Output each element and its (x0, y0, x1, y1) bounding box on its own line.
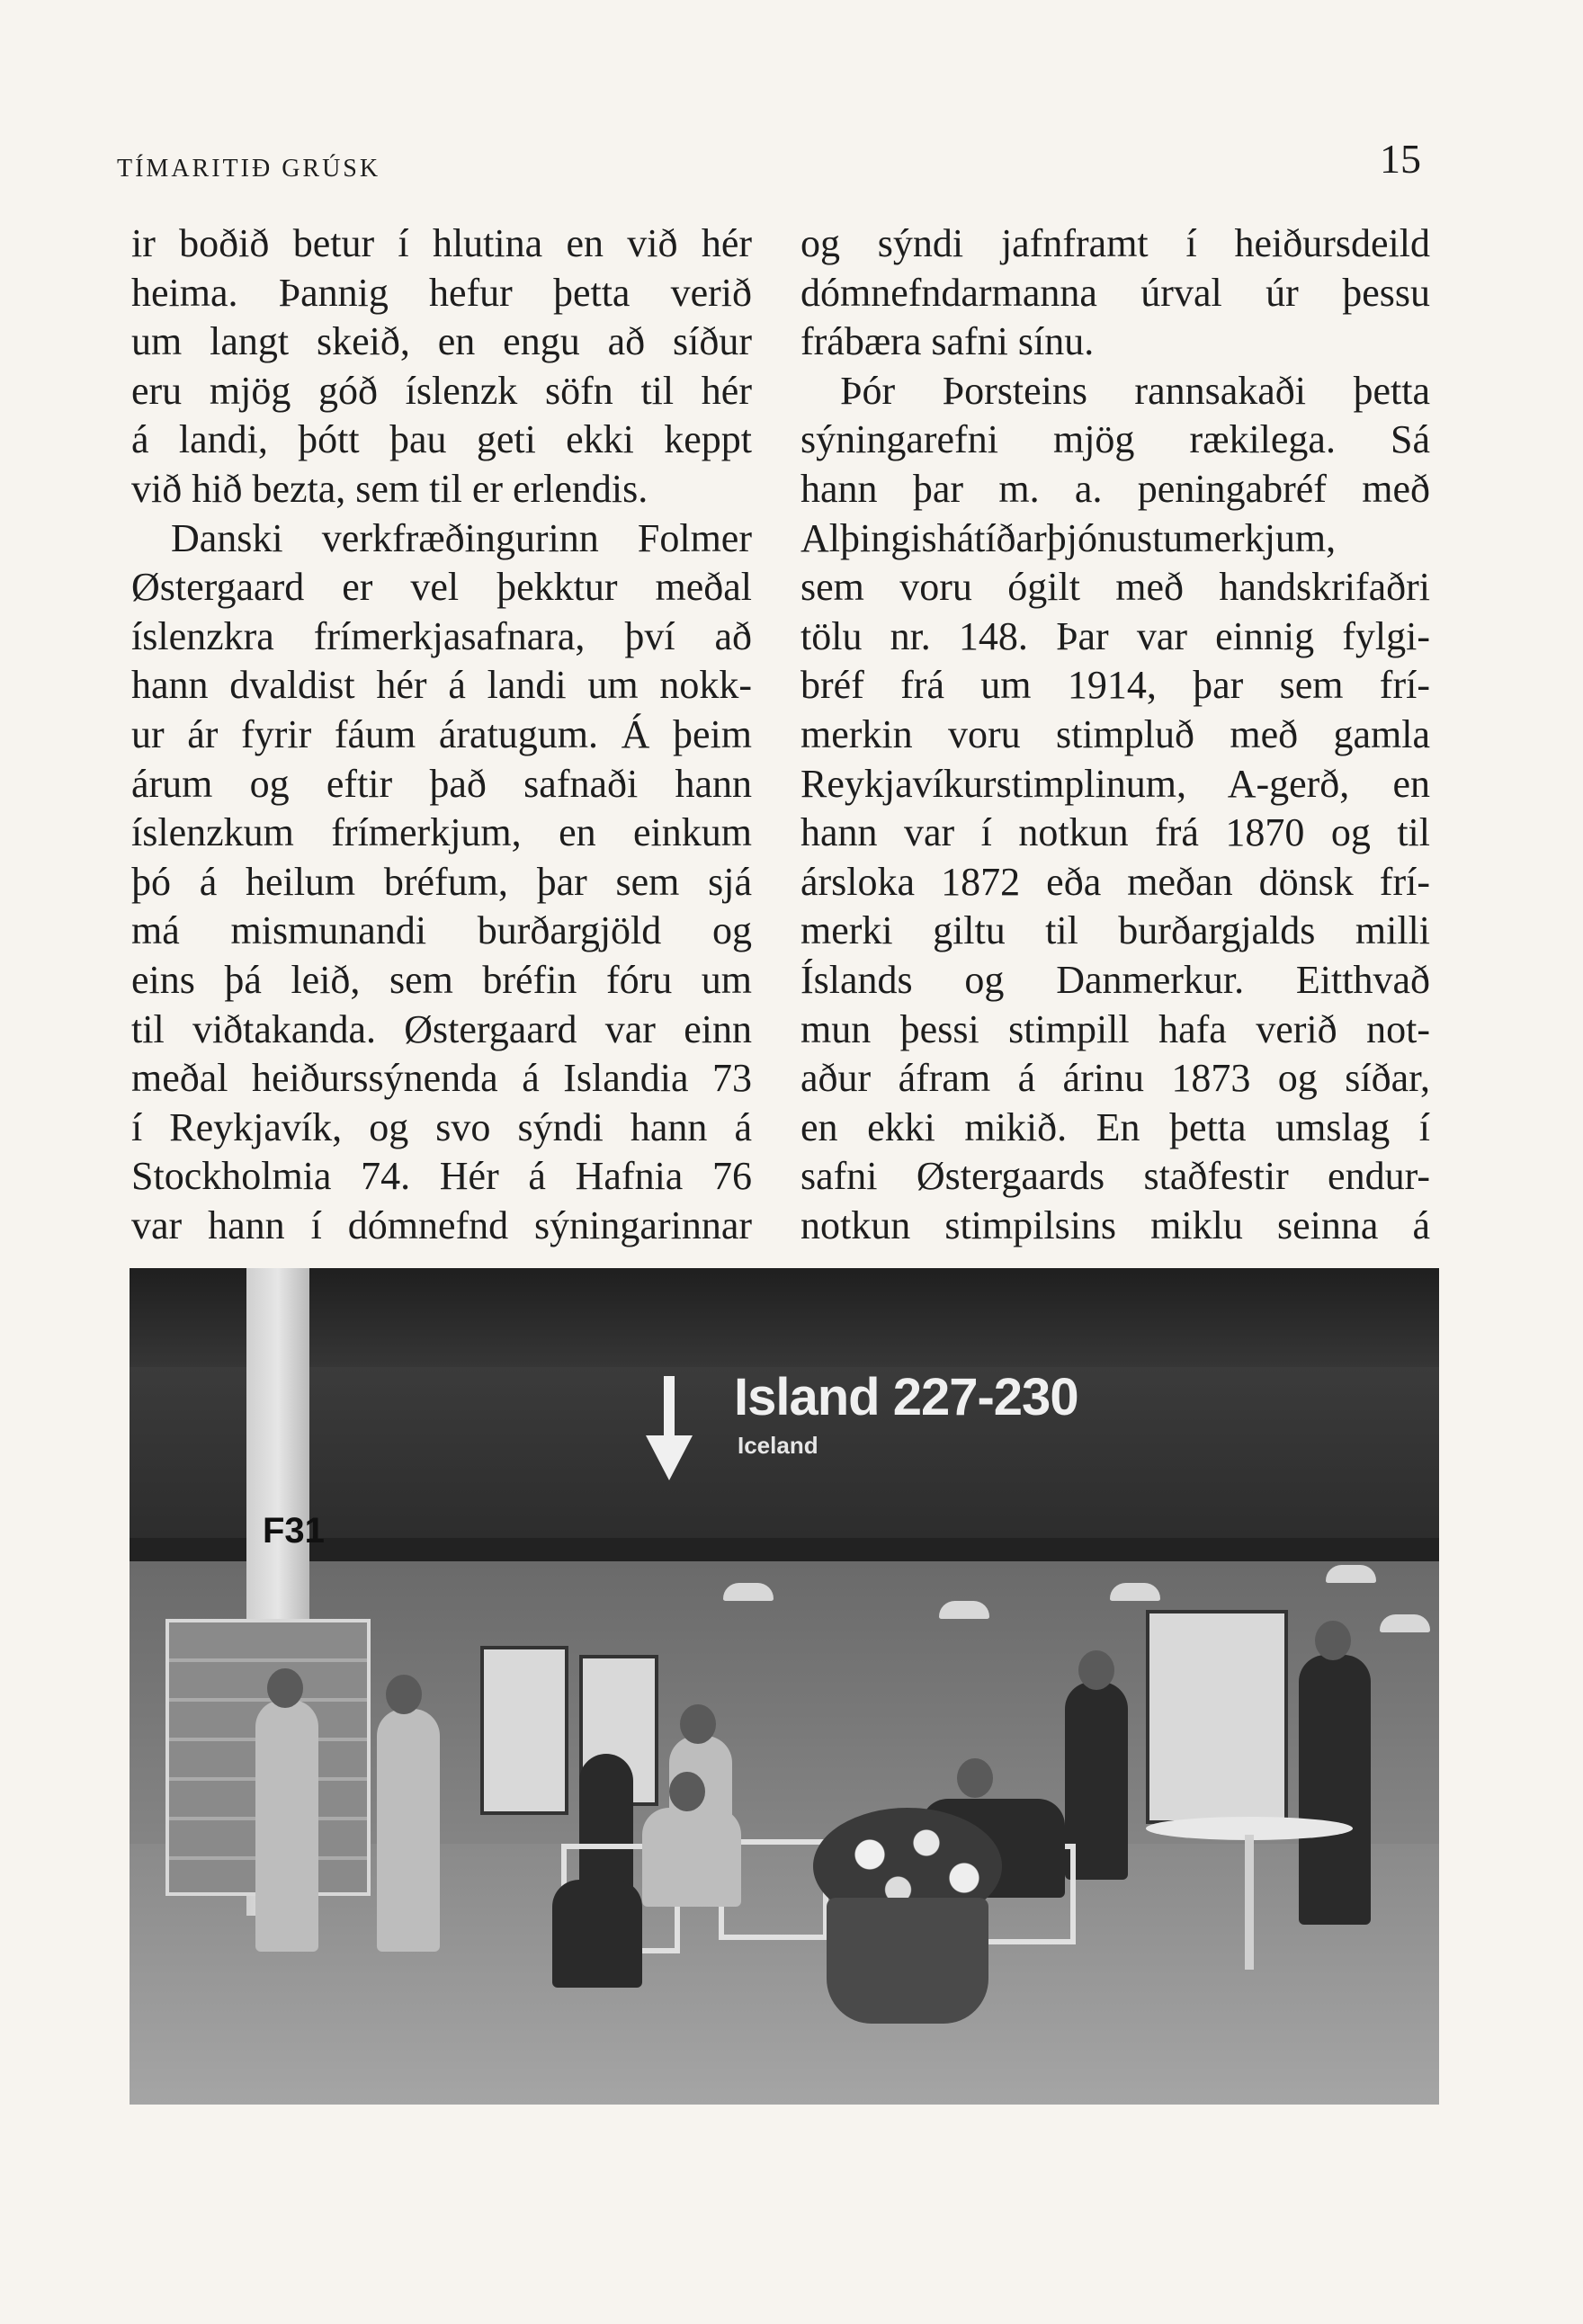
ceiling-lamp (1326, 1565, 1376, 1583)
visitor-head (267, 1668, 303, 1708)
text-line: ársloka 1872 eða meðan dönsk frí- (800, 859, 1430, 904)
visitor-figure (1299, 1655, 1371, 1925)
text-line: um langt skeið, en engu að síður (131, 319, 752, 364)
stand-sign-subtitle: Iceland (738, 1432, 818, 1459)
text-line: merkin voru stimpluð með gamla (800, 711, 1430, 756)
text-line: Danski verkfræðingurinn Folmer (171, 515, 752, 560)
text-line: árum og eftir það safnaði hann (131, 761, 752, 806)
text-line: ur ár fyrir fáum áratugum. Á þeim (131, 711, 752, 756)
text-line: heima. Þannig hefur þetta verið (131, 270, 752, 315)
text-line: hann dvaldist hér á landi um nokk- (131, 663, 752, 708)
ceiling-lamp (723, 1583, 774, 1601)
text-line: í Reykjavík, og svo sýndi hann á (131, 1104, 752, 1149)
text-line: Íslands og Danmerkur. Eitthvað (800, 957, 1430, 1002)
running-head: TÍMARITIÐ GRÚSK (117, 155, 381, 183)
text-line: Stockholmia 74. Hér á Hafnia 76 (131, 1154, 752, 1199)
stand-sign-title: Island 227-230 (734, 1368, 1078, 1426)
text-line: bréf frá um 1914, þar sem frí- (800, 663, 1430, 708)
visitor-head (957, 1758, 993, 1798)
text-line: Østergaard er vel þekktur meðal (131, 565, 752, 610)
text-line: aður áfram á árinu 1873 og síðar, (800, 1056, 1430, 1101)
text-line: sýningarefni mjög rækilega. Sá (800, 417, 1430, 462)
visitor-head (1078, 1650, 1114, 1690)
text-line: á landi, þótt þau geti ekki keppt (131, 417, 752, 462)
text-line: sem voru ógilt með handskrifaðri (800, 565, 1430, 610)
visitor-head (386, 1675, 422, 1714)
seated-visitor (642, 1808, 741, 1907)
text-line: merki giltu til burðargjalds milli (800, 908, 1430, 953)
text-line: hann þar m. a. peningabréf með (800, 466, 1430, 511)
visitor-head (669, 1772, 705, 1811)
text-line: mun þessi stimpill hafa verið not- (800, 1006, 1430, 1051)
visitor-head (680, 1704, 716, 1744)
stand-number-label: F31 (263, 1511, 325, 1551)
text-column-left (131, 219, 752, 1250)
text-line: Þór Þorsteins rannsakaði þetta (840, 368, 1430, 413)
visitor-figure (255, 1700, 318, 1952)
text-line: Reykjavíkurstimplinum, A-gerð, en (800, 761, 1430, 806)
text-line: þó á heilum bréfum, þar sem sjá (131, 859, 752, 904)
down-arrow-icon (642, 1376, 696, 1484)
page-number: 15 (1380, 136, 1421, 182)
text-line: íslenzkum frímerkjum, en einkum (131, 810, 752, 855)
text-line: var hann í dómnefnd sýningarinnar (131, 1202, 752, 1247)
text-line: við hið bezta, sem til er erlendis. (131, 466, 648, 511)
text-line: tölu nr. 148. Þar var einnig fylgi- (800, 613, 1430, 658)
exhibit-frame (1146, 1610, 1288, 1824)
text-line: safni Østergaards staðfestir endur- (800, 1154, 1430, 1199)
text-line: ir boðið betur í hlutina en við hér (131, 221, 752, 265)
text-line: má mismunandi burðargjöld og (131, 908, 752, 953)
text-line: frábæra safni sínu. (800, 319, 1095, 364)
round-table-leg (1245, 1835, 1254, 1970)
text-line: og sýndi jafnframt í heiðursdeild (800, 221, 1430, 265)
text-line: meðal heiðurssýnenda á Islandia 73 (131, 1056, 752, 1101)
exhibition-photo (130, 1268, 1439, 2105)
text-line: hann var í notkun frá 1870 og til (800, 810, 1430, 855)
text-line: en ekki mikið. En þetta umslag í (800, 1104, 1430, 1149)
ceiling-lamp (939, 1601, 989, 1619)
exhibit-frame (480, 1646, 568, 1815)
ceiling-lamp (1110, 1583, 1160, 1601)
visitor-figure (377, 1709, 440, 1952)
photo-banner-rail (130, 1538, 1439, 1561)
text-line: dómnefndarmanna úrval úr þessu (800, 270, 1430, 315)
flower-planter (827, 1898, 988, 2024)
text-line: eru mjög góð íslenzk söfn til hér (131, 368, 752, 413)
text-line: til viðtakanda. Østergaard var einn (131, 1006, 752, 1051)
visitor-head (1315, 1621, 1351, 1660)
text-line: Alþingishátíðarþjónustumerkjum, (800, 515, 1337, 560)
text-column-right (800, 219, 1430, 1250)
seated-visitor (552, 1880, 642, 1988)
text-line: eins þá leið, sem bréfin fóru um (131, 957, 752, 1002)
text-line: íslenzkra frímerkjasafnara, því að (131, 613, 752, 658)
text-line: notkun stimpilsins miklu seinna á (800, 1202, 1430, 1247)
ceiling-lamp (1380, 1614, 1430, 1632)
